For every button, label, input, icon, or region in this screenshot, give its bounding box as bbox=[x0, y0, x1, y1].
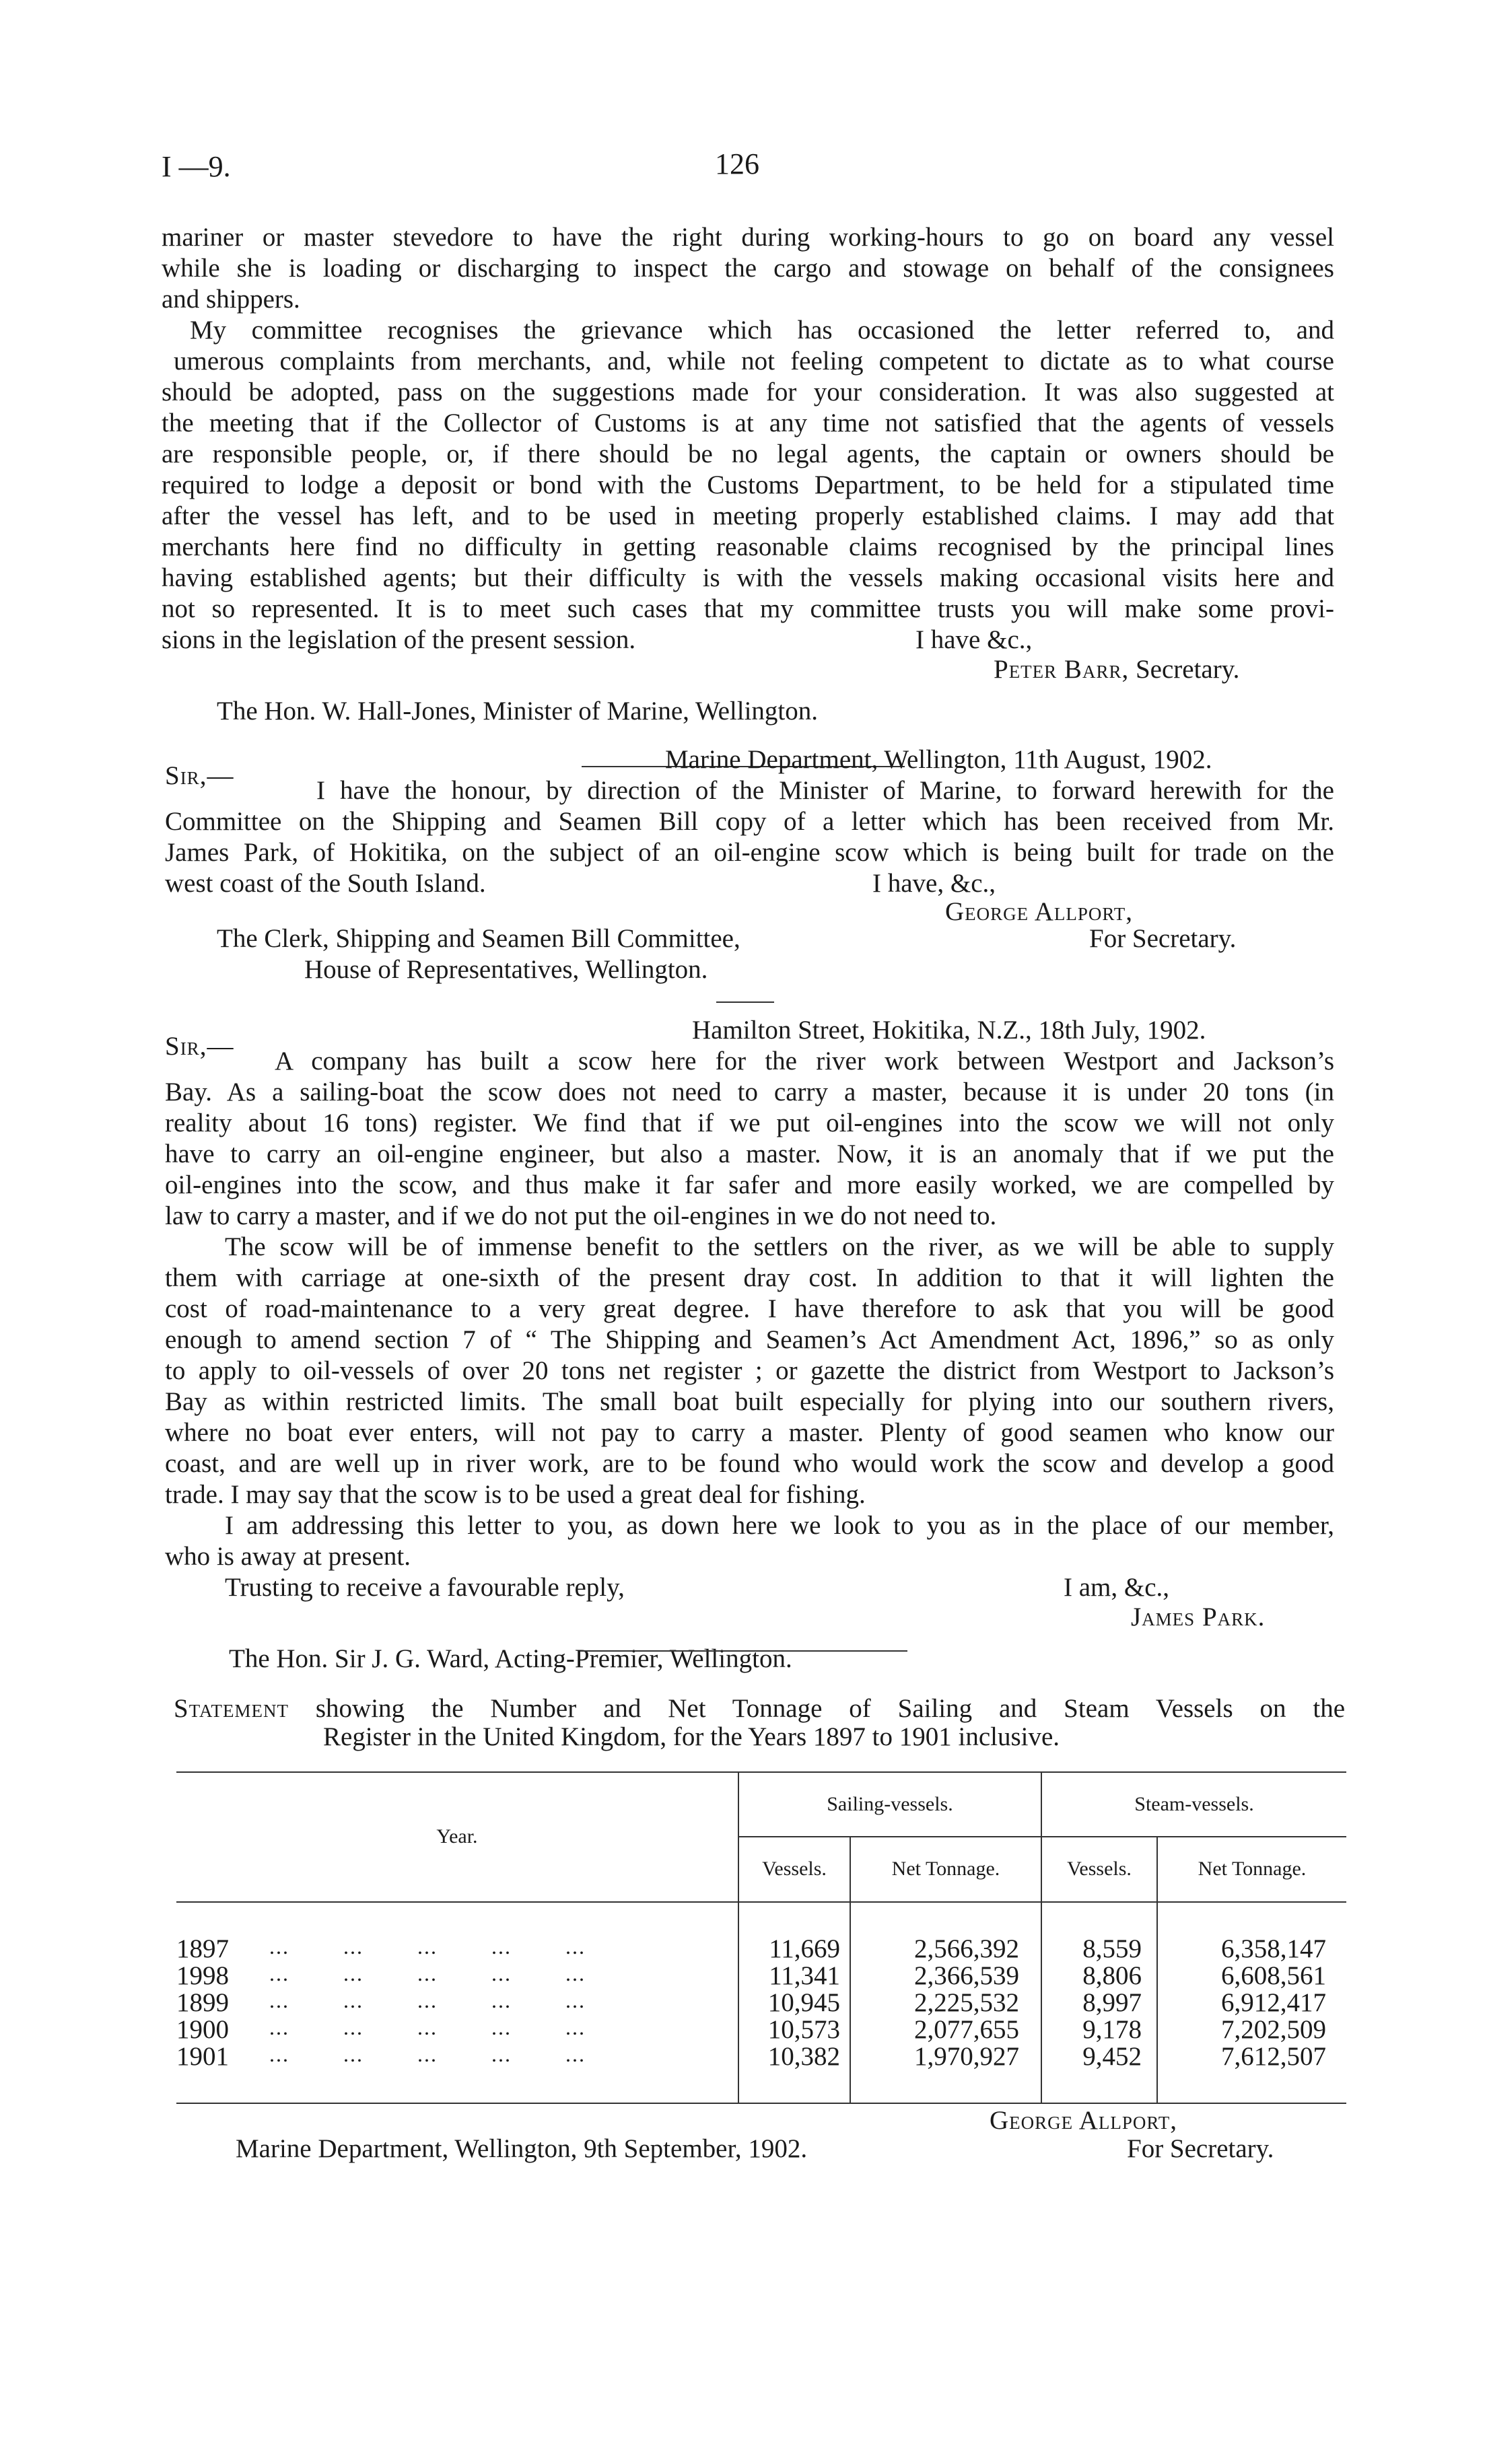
statement-dateline: Marine Department, Wellington, 9th September, 1902. bbox=[236, 2134, 808, 2163]
row-year: 1900 bbox=[176, 2015, 229, 2044]
paragraph-line: Bay. As a sailing-boat the scow does not need to carry a master, because it is under 20 tons (in bbox=[165, 1078, 1334, 1106]
closing: I have, &c., bbox=[872, 869, 996, 898]
leader-dots: ... ... ... ... ... bbox=[269, 2042, 586, 2066]
paragraph-line: should be adopted, pass on the suggestions made for your consideration. It was also suggested at bbox=[162, 378, 1334, 407]
signature-line bbox=[994, 654, 1239, 685]
paragraph-line: cost of road-maintenance to a very great degree. I have therefore to ask that you will be good bbox=[165, 1294, 1334, 1323]
paragraph-line: required to lodge a deposit or bond with the Customs Department, to be held for a stipulated time bbox=[162, 470, 1334, 499]
paragraph-line: law to carry a master, and if we do not put the oil-engines in we do not need to. bbox=[165, 1201, 997, 1230]
statement-title-text: showing the Number and Net Tonnage of Sailing and Steam Vessels on the bbox=[315, 1694, 1345, 1723]
paragraph-line: umerous complaints from merchants, and, while not feeling competent to dictate as to what course bbox=[174, 347, 1334, 376]
trusting-line: Trusting to receive a favourable reply, bbox=[225, 1573, 625, 1602]
signature-title: Secretary. bbox=[1135, 655, 1240, 684]
paragraph-line: I have the honour, by direction of the Minister of Marine, to forward herewith for the bbox=[316, 776, 1334, 805]
statement-title-line bbox=[174, 1693, 1345, 1724]
paragraph-line: to apply to oil-vessels of over 20 tons net register ; or gazette the district from Westport to Jackson’s bbox=[165, 1356, 1334, 1385]
cell-sail-vessels: 10,382 bbox=[767, 2042, 840, 2071]
salutation: Sir,— bbox=[165, 761, 234, 790]
col-header-steam-tonnage: Net Tonnage. bbox=[1198, 1858, 1307, 1880]
table-top-rule bbox=[176, 1771, 1346, 1773]
report-code: I —9. bbox=[162, 150, 231, 183]
signature: George Allport, bbox=[945, 897, 1134, 926]
row-year: 1899 bbox=[176, 1988, 229, 2017]
cell-steam-tonnage: 7,202,509 bbox=[1221, 2015, 1326, 2044]
paragraph-line: after the vessel has left, and to be used in meeting properly established claims. I may add that bbox=[162, 501, 1334, 530]
paragraph-line: Bay as within restricted limits. The small boat built especially for plying into our southern rivers, bbox=[165, 1387, 1334, 1416]
paragraph-line: and shippers. bbox=[162, 285, 300, 314]
leader-dots: ... ... ... ... ... bbox=[269, 1934, 586, 1959]
statement-title-word: Statement bbox=[174, 1694, 289, 1723]
paragraph-line: Committee on the Shipping and Seamen Bill copy of a letter which has been received from Mr. bbox=[165, 807, 1334, 836]
paragraph-line: mariner or master stevedore to have the right during working-hours to go on board any vessel bbox=[162, 223, 1334, 252]
paragraph-line: My committee recognises the grievance which has occasioned the letter referred to, and bbox=[190, 316, 1334, 345]
statement-title-line2: Register in the United Kingdom, for the Years 1897 to 1901 inclusive. bbox=[323, 1722, 1060, 1751]
row-year: 1897 bbox=[176, 1934, 229, 1963]
cell-sail-tonnage: 2,566,392 bbox=[914, 1934, 1019, 1963]
cell-steam-tonnage: 6,608,561 bbox=[1221, 1961, 1326, 1990]
group-header-sailing: Sailing-vessels. bbox=[827, 1793, 953, 1815]
cell-sail-vessels: 11,669 bbox=[769, 1934, 840, 1963]
paragraph-line: while she is loading or discharging to inspect the cargo and stowage on behalf of the consignees bbox=[162, 254, 1334, 283]
addressee: The Hon. W. Hall-Jones, Minister of Marine, Wellington. bbox=[217, 697, 819, 726]
paragraph-line: sions in the legislation of the present session. bbox=[162, 625, 636, 654]
signature: James Park. bbox=[1131, 1603, 1266, 1631]
salutation: Sir,— bbox=[165, 1032, 234, 1061]
table-bottom-rule bbox=[176, 2103, 1346, 2104]
dateline: Marine Department, Wellington, 11th August, 1902. bbox=[665, 745, 1212, 774]
cell-steam-vessels: 8,806 bbox=[1082, 1961, 1142, 1990]
paragraph-line: the meeting that if the Collector of Customs is at any time not satisfied that the agents of vessels bbox=[162, 409, 1334, 437]
statement-signature: George Allport, bbox=[990, 2106, 1178, 2135]
cell-steam-tonnage: 6,358,147 bbox=[1221, 1934, 1326, 1963]
col-header-sail-vessels: Vessels. bbox=[762, 1858, 827, 1880]
paragraph-line: merchants here find no difficulty in getting reasonable claims recognised by the principal lines bbox=[162, 532, 1334, 561]
cell-sail-tonnage: 2,077,655 bbox=[914, 2015, 1019, 2044]
addressee-line: The Clerk, Shipping and Seamen Bill Committee, bbox=[217, 924, 740, 953]
cell-steam-vessels: 8,997 bbox=[1082, 1988, 1142, 2017]
cell-sail-vessels: 11,341 bbox=[769, 1961, 840, 1990]
paragraph-line: not so represented. It is to meet such cases that my committee trusts you will make some provi- bbox=[162, 594, 1334, 623]
closing: I am, &c., bbox=[1064, 1573, 1170, 1602]
cell-sail-tonnage: 2,366,539 bbox=[914, 1961, 1019, 1990]
paragraph-line: The scow will be of immense benefit to the settlers on the river, as we will be able to supply bbox=[225, 1232, 1334, 1261]
signature-title: For Secretary. bbox=[1089, 924, 1237, 953]
cell-sail-vessels: 10,573 bbox=[767, 2015, 840, 2044]
paragraph-line: west coast of the South Island. bbox=[165, 869, 486, 898]
leader-dots: ... ... ... ... ... bbox=[269, 1961, 586, 1985]
dateline: Hamilton Street, Hokitika, N.Z., 18th July, 1902. bbox=[692, 1016, 1206, 1045]
paragraph-line: A company has built a scow here for the river work between Westport and Jackson’s bbox=[275, 1047, 1334, 1076]
paragraph-line: them with carriage at one-sixth of the present dray cost. In addition to that it will lighten the bbox=[165, 1263, 1334, 1292]
leader-dots: ... ... ... ... ... bbox=[269, 1988, 586, 2012]
statement-signature-title: For Secretary. bbox=[1127, 2134, 1274, 2163]
leader-dots: ... ... ... ... ... bbox=[269, 2015, 586, 2039]
paragraph-line: I am addressing this letter to you, as down here we look to you as in the place of our member, bbox=[225, 1511, 1334, 1540]
paragraph-line: having established agents; but their difficulty is with the vessels making occasional visits here and bbox=[162, 563, 1334, 592]
cell-steam-vessels: 8,559 bbox=[1082, 1934, 1142, 1963]
cell-steam-vessels: 9,452 bbox=[1082, 2042, 1142, 2071]
section-divider bbox=[716, 1001, 774, 1003]
addressee: The Hon. Sir J. G. Ward, Acting-Premier, Wellington. bbox=[229, 1644, 792, 1673]
col-header-sail-tonnage: Net Tonnage. bbox=[891, 1858, 1000, 1880]
table-group-rule bbox=[739, 1836, 1346, 1837]
paragraph-line: who is away at present. bbox=[165, 1542, 411, 1571]
paragraph-line: have to carry an oil-engine engineer, but also a master. Now, it is an anomaly that if we put the bbox=[165, 1139, 1334, 1168]
cell-sail-vessels: 10,945 bbox=[767, 1988, 840, 2017]
paragraph-line: oil-engines into the scow, and thus make it far safer and more easily worked, we are compelled by bbox=[165, 1170, 1334, 1199]
paragraph-line: trade. I may say that the scow is to be used a great deal for fishing. bbox=[165, 1480, 866, 1509]
closing: I have &c., bbox=[915, 625, 1033, 654]
cell-sail-tonnage: 2,225,532 bbox=[914, 1988, 1019, 2017]
cell-steam-tonnage: 7,612,507 bbox=[1221, 2042, 1326, 2071]
cell-sail-tonnage: 1,970,927 bbox=[914, 2042, 1019, 2071]
signature: Peter Barr, bbox=[994, 655, 1130, 684]
paragraph-line: James Park, of Hokitika, on the subject of an oil-engine scow which is being built for trade on the bbox=[165, 838, 1334, 867]
paragraph-line: reality about 16 tons) register. We find that if we put oil-engines into the scow we will not only bbox=[165, 1108, 1334, 1137]
group-header-steam: Steam-vessels. bbox=[1134, 1793, 1254, 1815]
table-header-rule bbox=[176, 1901, 1346, 1903]
page-number: 126 bbox=[715, 147, 759, 180]
cell-steam-vessels: 9,178 bbox=[1082, 2015, 1142, 2044]
row-year: 1901 bbox=[176, 2042, 229, 2071]
row-year: 1998 bbox=[176, 1961, 229, 1990]
col-header-steam-vessels: Vessels. bbox=[1067, 1858, 1132, 1880]
paragraph-line: enough to amend section 7 of “ The Shipping and Seamen’s Act Amendment Act, 1896,” so as only bbox=[165, 1325, 1334, 1354]
cell-steam-tonnage: 6,912,417 bbox=[1221, 1988, 1326, 2017]
addressee-line: House of Representatives, Wellington. bbox=[304, 955, 708, 984]
paragraph-line: coast, and are well up in river work, are to be found who would work the scow and develop a good bbox=[165, 1449, 1334, 1478]
section-divider bbox=[580, 1650, 907, 1652]
col-header-year: Year. bbox=[436, 1825, 478, 1847]
paragraph-line: where no boat ever enters, will not pay to carry a master. Plenty of good seamen who know our bbox=[165, 1418, 1334, 1447]
paragraph-line: are responsible people, or, if there should be no legal agents, the captain or owners should be bbox=[162, 439, 1334, 468]
